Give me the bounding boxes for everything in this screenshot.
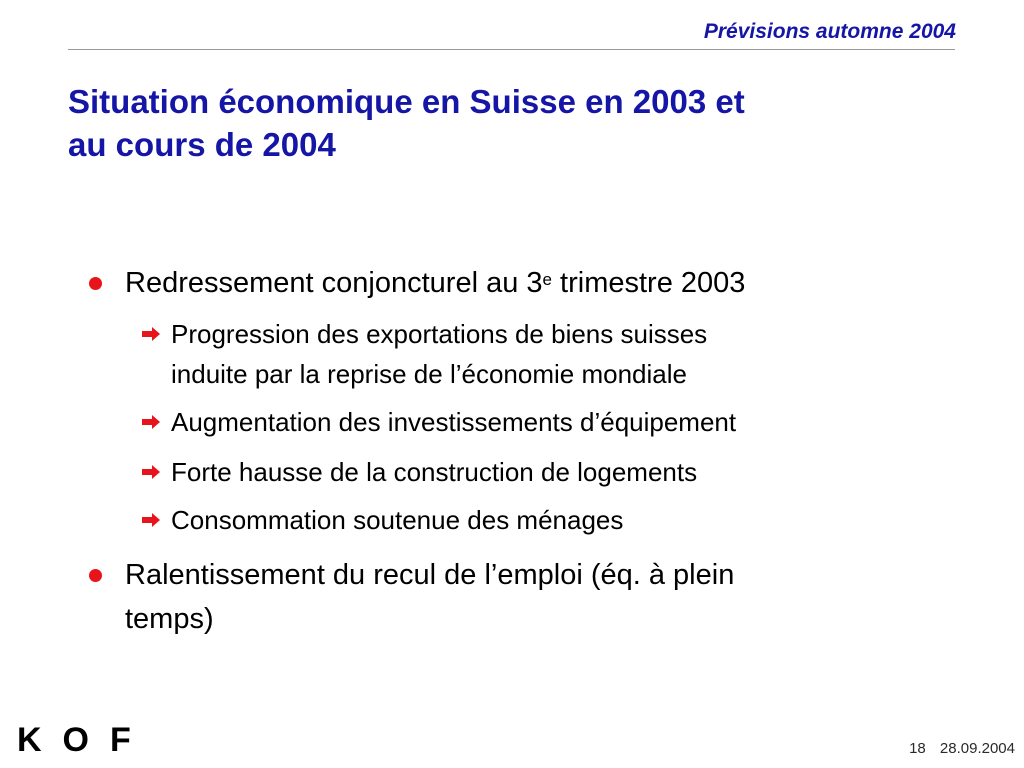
- right-arrow-icon: [140, 464, 162, 480]
- bullet-text-part: trimestre 2003: [551, 267, 746, 299]
- sub-bullet-text: [171, 317, 707, 391]
- bullet-text: [125, 264, 745, 302]
- sub-bullet-line: induite par la reprise de l’économie mondiale: [171, 359, 687, 389]
- sub-bullet-text: Augmentation des investissements d’équipement: [171, 407, 737, 437]
- page-number: 18: [909, 740, 926, 757]
- bullet-text-part: Redressement conjoncturel au 3: [125, 267, 543, 299]
- red-dot-icon: [89, 277, 102, 290]
- sub-bullet-text: Consommation soutenue des ménages: [171, 505, 624, 535]
- slide-title-line-2: au cours de 2004: [68, 126, 336, 163]
- sub-bullet-line: Progression des exportations de biens suisses: [171, 319, 708, 349]
- bullet-line: Ralentissement du recul de l’emploi (éq. à plein: [125, 559, 735, 591]
- right-arrow-icon: [140, 512, 162, 528]
- right-arrow-icon: [140, 326, 162, 342]
- superscript: e: [542, 270, 552, 289]
- sub-bullet-text: Forte hausse de la construction de logements: [171, 457, 698, 487]
- kof-logo: KOF: [17, 721, 152, 759]
- right-arrow-icon: [140, 414, 162, 430]
- header-title: Prévisions automne 2004: [703, 20, 956, 43]
- footer-date: 28.09.2004: [939, 740, 1015, 757]
- slide-title-line-1: Situation économique en Suisse en 2003 et: [68, 83, 745, 120]
- bullet-text: [125, 556, 734, 638]
- red-dot-icon: [89, 569, 102, 582]
- slide-footer: [899, 740, 1015, 757]
- bullet-line: temps): [125, 603, 214, 635]
